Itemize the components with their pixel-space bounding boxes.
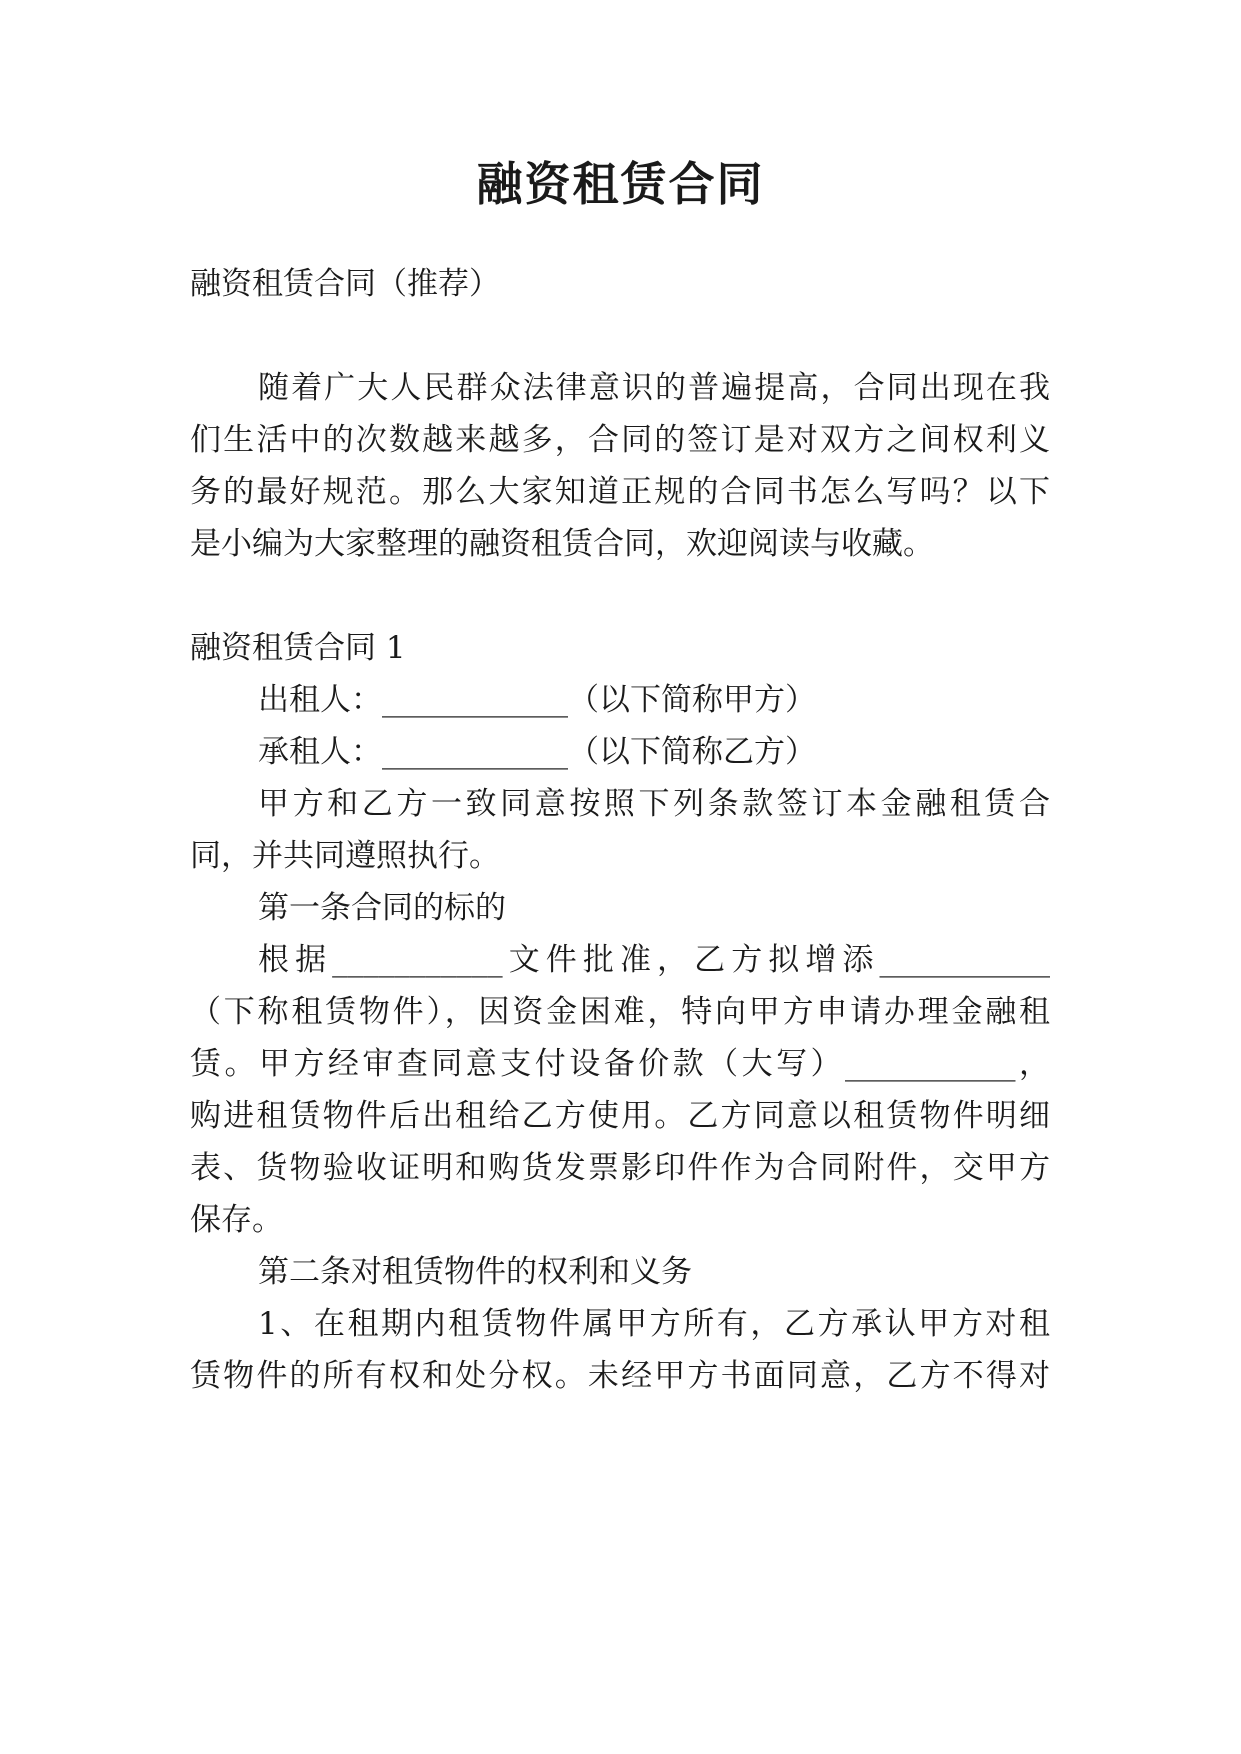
intro-line-2: 们生活中的次数越来越多，合同的签订是对双方之间权利义 xyxy=(190,422,1050,458)
article-1-heading: 第一条合同的标的 xyxy=(258,890,506,926)
intro-line-4: 是小编为大家整理的融资租赁合同，欢迎阅读与收藏。 xyxy=(190,526,934,562)
lessee-line: 承租人：____________（以下简称乙方） xyxy=(258,734,816,770)
agreement-line-2: 同，并共同遵照执行。 xyxy=(190,838,500,874)
article-1-line-1: 根据___________文件批准，乙方拟增添___________ xyxy=(258,942,1050,978)
article-2-line-2: 赁物件的所有权和处分权。未经甲方书面同意，乙方不得对 xyxy=(190,1358,1050,1394)
section-heading: 融资租赁合同 1 xyxy=(190,630,406,666)
subtitle: 融资租赁合同（推荐） xyxy=(190,266,500,302)
article-1-line-3: 赁。甲方经审查同意支付设备价款（大写）___________， xyxy=(190,1046,1050,1082)
article-2-heading: 第二条对租赁物件的权利和义务 xyxy=(258,1254,692,1290)
agreement-line-1: 甲方和乙方一致同意按照下列条款签订本金融租赁合 xyxy=(258,786,1050,822)
article-1-line-2: （下称租赁物件），因资金困难，特向甲方申请办理金融租 xyxy=(190,994,1050,1030)
article-1-line-4: 购进租赁物件后出租给乙方使用。乙方同意以租赁物件明细 xyxy=(190,1098,1050,1134)
article-1-line-6: 保存。 xyxy=(190,1202,283,1238)
lessor-line: 出租人：____________（以下简称甲方） xyxy=(258,682,816,718)
intro-line-1: 随着广大人民群众法律意识的普遍提高，合同出现在我 xyxy=(258,370,1050,406)
article-2-line-1: 1、在租期内租赁物件属甲方所有，乙方承认甲方对租 xyxy=(258,1306,1050,1342)
intro-line-3: 务的最好规范。那么大家知道正规的合同书怎么写吗？以下 xyxy=(190,474,1050,510)
document-title: 融资租赁合同 xyxy=(476,157,765,211)
article-1-line-5: 表、货物验收证明和购货发票影印件作为合同附件，交甲方 xyxy=(190,1150,1050,1186)
